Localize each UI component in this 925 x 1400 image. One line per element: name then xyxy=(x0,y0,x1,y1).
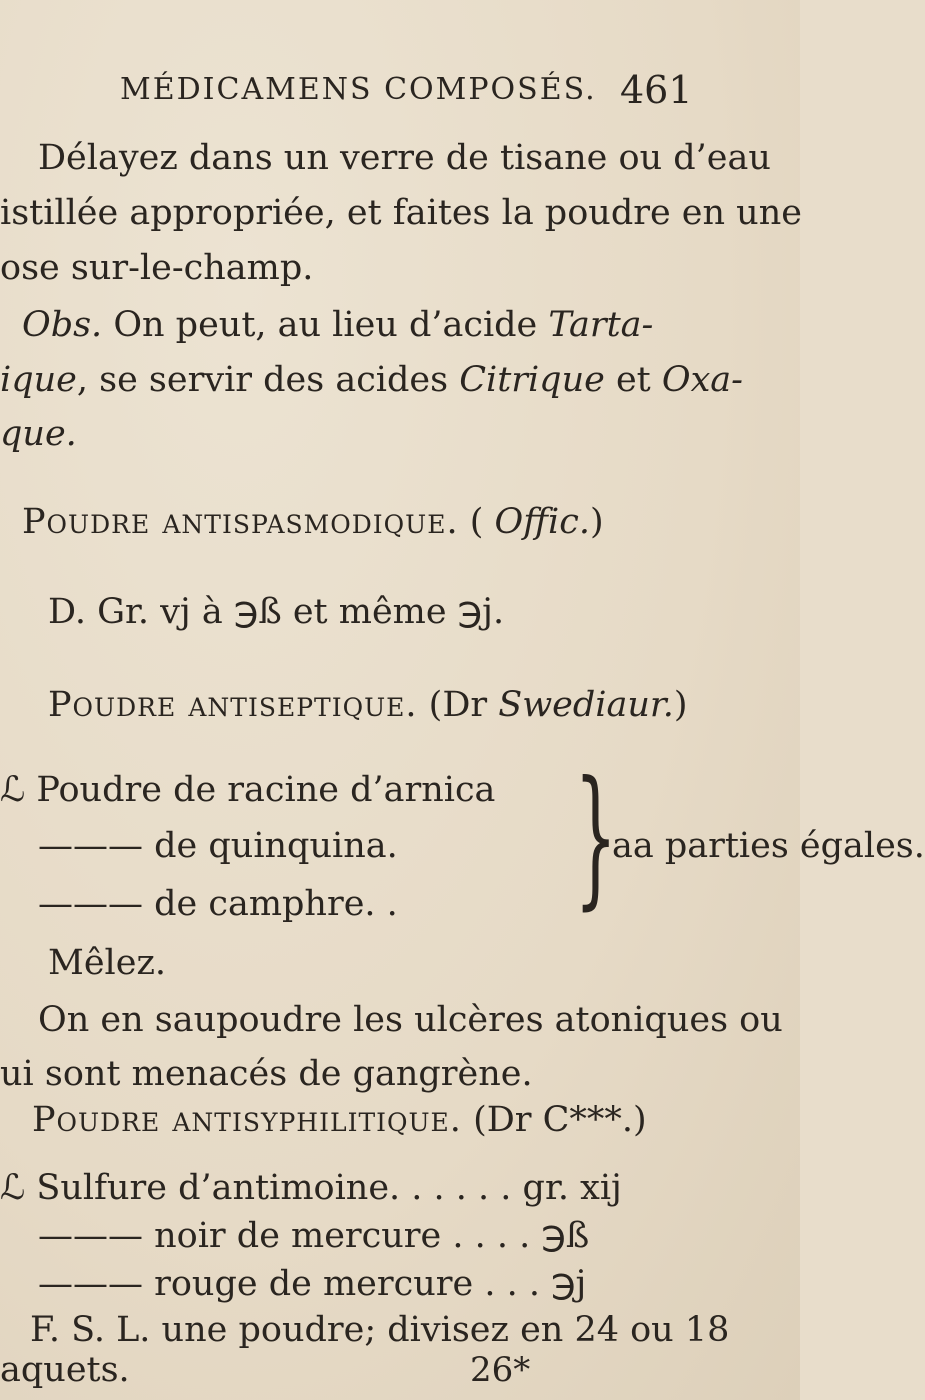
section-heading: Poudre antiseptique. (Dr Swediaur.) xyxy=(48,685,688,725)
text-line: ose sur-le-champ. xyxy=(0,248,314,288)
ingredient: ——— noir de mercure xyxy=(38,1216,442,1256)
dot-leader: . . . . xyxy=(441,1216,542,1256)
dose: ℈ß xyxy=(541,1216,590,1256)
ingredient: Poudre de racine d’arnica xyxy=(36,770,496,810)
ingredient-line xyxy=(0,770,495,810)
section-heading: Poudre antispasmodique. ( Offic.) xyxy=(22,502,604,542)
ingredient: Sulfure d’antimoine. xyxy=(36,1168,401,1208)
text-span: , se servir des acides xyxy=(76,360,460,400)
section-ref: Swediaur. xyxy=(498,685,674,725)
section-ref: (Dr C***.) xyxy=(473,1100,647,1140)
section-ref: Offic. xyxy=(494,502,590,542)
ingredient-mark: ℒ xyxy=(0,770,37,810)
dose: ℈j xyxy=(551,1264,587,1304)
ingredient: ——— de quinquina. xyxy=(38,826,398,866)
section-title: Poudre antisyphilitique. xyxy=(32,1100,462,1140)
text-span: On peut, au lieu d’acide xyxy=(102,305,549,345)
section-title: Poudre antispasmodique. xyxy=(22,502,459,542)
text-span: ique xyxy=(0,360,77,400)
text-line xyxy=(0,360,743,400)
dot-leader: . . . . . xyxy=(400,1168,523,1208)
dot-leader: . . . xyxy=(473,1264,552,1304)
ingredient: ——— rouge de mercure xyxy=(38,1264,474,1304)
ingredient-line xyxy=(0,1168,622,1208)
ingredient-line xyxy=(38,1264,586,1304)
ingredient: ——— de camphre. . xyxy=(38,884,398,924)
page-number: 461 xyxy=(620,68,693,112)
instruction-line: aquets. xyxy=(0,1350,130,1390)
curly-brace: } xyxy=(574,750,618,924)
dose-line: D. Gr. vj à ℈ß et même ℈j. xyxy=(48,592,505,632)
instruction: Mêlez. xyxy=(48,943,167,983)
text-line: Délayez dans un verre de tisane ou d’eau xyxy=(38,138,771,178)
text-line: istillée appropriée, et faites la poudre en une xyxy=(0,193,802,233)
signature-mark: 26* xyxy=(470,1350,531,1390)
usage-line: ui sont menacés de gangrène. xyxy=(0,1054,533,1094)
text-span: Oxa- xyxy=(661,360,744,400)
brace-note: aa parties égales. xyxy=(612,826,925,866)
dose: gr. xij xyxy=(522,1168,622,1208)
usage-line: On en saupoudre les ulcères atoniques ou xyxy=(38,1000,783,1040)
text-span: Tarta- xyxy=(548,305,654,345)
text-line: que. xyxy=(0,414,77,454)
ingredient-mark: ℒ xyxy=(0,1168,37,1208)
text-span: et xyxy=(604,360,662,400)
section-ref-prefix: (Dr xyxy=(428,685,499,725)
text-span: Citrique xyxy=(459,360,605,400)
text-line xyxy=(22,305,653,345)
instruction-line: F. S. L. une poudre; divisez en 24 ou 18 xyxy=(30,1310,730,1350)
section-heading xyxy=(32,1100,647,1140)
obs-label: Obs. xyxy=(22,305,103,345)
ingredient-line xyxy=(38,1216,589,1256)
section-title: Poudre antiseptique. xyxy=(48,685,418,725)
running-title: MÉDICAMENS COMPOSÉS. xyxy=(120,72,597,107)
